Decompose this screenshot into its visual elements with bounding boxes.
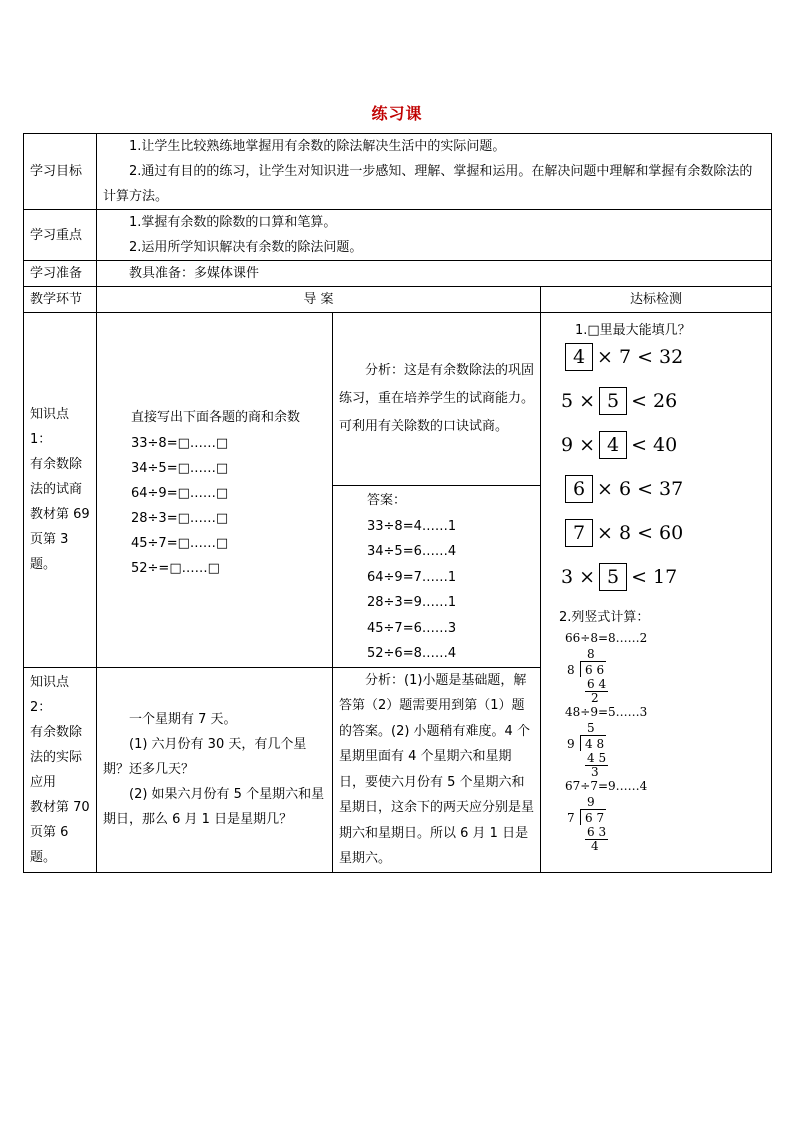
inequality-suffix: < 17	[631, 566, 678, 588]
inequality-row	[561, 563, 765, 591]
calculation-block	[561, 705, 765, 777]
k2-q1: (1) 六月份有 30 天，有几个星期？还多几天？	[103, 737, 307, 777]
remainder: 4	[591, 839, 599, 853]
product: 6 4	[587, 677, 607, 691]
quotient: 5	[587, 721, 595, 735]
header-row	[24, 287, 772, 313]
calc-equation: 48÷9=5……3	[565, 705, 648, 719]
k1-analysis	[333, 313, 541, 486]
answer-box: 5	[599, 563, 627, 591]
k1-answers	[333, 486, 541, 668]
k2-label-line: 知识点 2：	[30, 674, 70, 715]
k1-problem: 52÷=□……□	[131, 560, 220, 576]
k2-q2: (2) 如果六月份有 5 个星期六和星期日，那么 6 月 1 日是星期几？	[103, 787, 325, 827]
k1-answer: 28÷3=9……1	[367, 595, 457, 610]
k2-label	[24, 667, 97, 872]
k1-answer: 64÷9=7……1	[367, 569, 457, 585]
objectives-row	[24, 134, 772, 210]
product: 6 3	[587, 825, 607, 839]
quotient: 8	[587, 647, 595, 661]
preparation-content	[97, 261, 772, 287]
preparation-row	[24, 261, 772, 287]
inequality-row	[561, 343, 765, 371]
inequality-row	[561, 387, 765, 415]
k2-intro: 一个星期有 7 天。	[129, 712, 237, 727]
inequality-prefix: 9 ×	[561, 434, 596, 456]
quotient: 9	[587, 795, 595, 809]
divisor: 8	[567, 663, 575, 677]
k2-label-line: 教材第 70	[30, 799, 90, 815]
objectives-label: 学习目标	[24, 134, 97, 210]
dividend: 6 7	[580, 809, 606, 825]
k1-problems	[97, 313, 333, 668]
answer-box: 6	[565, 475, 593, 503]
k1-row-top	[24, 313, 772, 486]
k1-answer: 34÷5=6……4	[367, 544, 457, 559]
k2-label-line: 有余数除	[30, 724, 83, 740]
k1-problem: 45÷7=□……□	[131, 535, 229, 551]
calculation-block	[561, 631, 765, 703]
product: 4 5	[587, 751, 607, 765]
header-check: 达标检测	[541, 287, 772, 313]
inequality-row	[561, 519, 765, 547]
page-title: 练习课	[371, 104, 423, 123]
calc-equation: 66÷8=8……2	[565, 631, 648, 645]
header-guide: 导 案	[97, 287, 541, 313]
objective-item: 2.通过有目的的练习，让学生对知识进一步感知、理解、掌握和运用。在解决问题中理解和掌握有余数除法的计算方法。	[103, 164, 753, 204]
k2-analysis-text: 分析：(1)小题是基础题，解答第（2）题需要用到第（1）题的答案。(2) 小题稍有难度。4 个星期里面有 4 个星期六和星期日，要使六月份有 5 个星期六和星期日，这余下的两天应分别是星期六和星期日。所以 6 月 1 日是星期六。	[339, 672, 535, 866]
inequality-row	[561, 475, 765, 503]
calc-equation: 67÷7=9……4	[565, 779, 648, 793]
inequality-row	[561, 431, 765, 459]
k1-problem: 34÷5=□……□	[131, 460, 229, 476]
k1-problem: 28÷3=□……□	[131, 510, 229, 526]
k1-label	[24, 313, 97, 668]
inequality-suffix: × 6 < 37	[597, 478, 684, 500]
divisor: 9	[567, 737, 575, 751]
long-division	[567, 721, 765, 777]
inequality-suffix: < 26	[631, 390, 678, 412]
inequality-suffix: < 40	[631, 434, 678, 456]
inequality-prefix: 3 ×	[561, 566, 596, 588]
k1-label-line: 有余数除	[30, 457, 83, 473]
key-points-label: 学习重点	[24, 210, 97, 261]
k1-analysis-text: 分析：这是有余数除法的巩固练习，重在培养学生的试商能力。可利用有关除数的口诀试商。	[339, 363, 535, 434]
k1-problem: 33÷8=□……□	[131, 435, 229, 451]
k2-label-line: 应用	[30, 774, 57, 790]
k1-label-line: 法的试商	[30, 482, 83, 498]
calculation-block	[561, 779, 765, 851]
dividend: 6 6	[580, 661, 606, 677]
objectives-content	[97, 134, 772, 210]
check-q1-title: 1.□里最大能填几？	[575, 323, 691, 338]
inequality-prefix: 5 ×	[561, 390, 596, 412]
k1-answer: 45÷7=6……3	[367, 620, 457, 636]
key-point-item: 2.运用所学知识解决有余数的除法问题。	[129, 240, 363, 255]
k1-problem: 64÷9=□……□	[131, 485, 229, 501]
key-point-item: 1.掌握有余数的除数的口算和笔算。	[129, 215, 337, 230]
answer-box: 4	[599, 431, 627, 459]
k1-label-line: 教材第 69	[30, 507, 90, 523]
check-q2-title: 2.列竖式计算：	[559, 610, 650, 625]
k1-label-line: 知识点 1：	[30, 407, 70, 448]
k1-answer: 52÷6=8……4	[367, 646, 457, 661]
dividend: 4 8	[580, 735, 606, 751]
k1-answer-title: 答案：	[367, 493, 407, 508]
long-division	[567, 795, 765, 851]
answer-box: 4	[565, 343, 593, 371]
header-stage: 教学环节	[24, 287, 97, 313]
check-cell	[541, 313, 772, 873]
k1-answer: 33÷8=4……1	[367, 518, 457, 534]
key-points-row	[24, 210, 772, 261]
k2-analysis	[333, 667, 541, 872]
divisor: 7	[567, 811, 575, 825]
remainder: 3	[591, 765, 599, 779]
inequality-list	[561, 343, 765, 591]
k2-label-line: 法的实际	[30, 749, 83, 765]
calculation-list	[561, 631, 765, 851]
inequality-suffix: × 7 < 32	[597, 346, 684, 368]
key-points-content	[97, 210, 772, 261]
inequality-suffix: × 8 < 60	[597, 522, 684, 544]
k2-question	[97, 667, 333, 872]
answer-box: 5	[599, 387, 627, 415]
k1-prompt: 直接写出下面各题的商和余数	[131, 409, 301, 425]
answer-box: 7	[565, 519, 593, 547]
k1-label-line: 页第 3题。	[30, 532, 69, 573]
remainder: 2	[591, 691, 599, 705]
preparation-text: 教具准备：多媒体课件	[129, 266, 260, 281]
objective-item: 1.让学生比较熟练地掌握用有余数的除法解决生活中的实际问题。	[129, 139, 506, 154]
lesson-table	[23, 133, 772, 873]
preparation-label: 学习准备	[24, 261, 97, 287]
long-division	[567, 647, 765, 703]
k2-label-line: 页第 6题。	[30, 824, 69, 865]
